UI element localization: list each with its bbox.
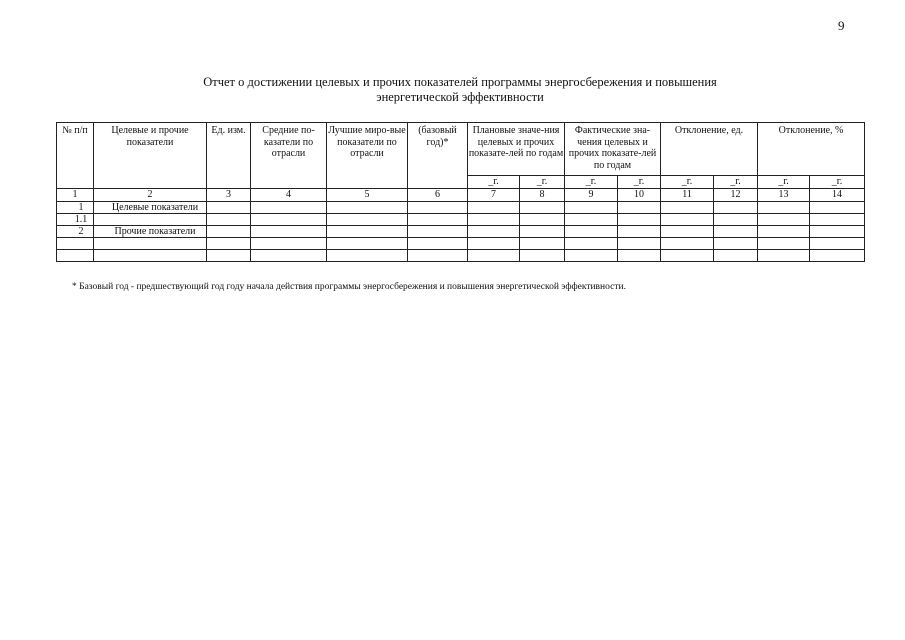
row-name (94, 249, 207, 261)
row-number (57, 249, 94, 261)
table-row (57, 213, 865, 225)
column-number: 6 (408, 188, 468, 201)
column-number: 5 (327, 188, 408, 201)
row-name (94, 213, 207, 225)
year-cell: _г. (565, 176, 618, 189)
row-name (94, 237, 207, 249)
column-number: 1 (57, 188, 94, 201)
column-number: 4 (251, 188, 327, 201)
year-cell: _г. (714, 176, 758, 189)
column-number: 10 (618, 188, 661, 201)
table-row (57, 225, 865, 237)
page-number: 9 (838, 18, 845, 33)
column-number: 11 (661, 188, 714, 201)
title-line-2: энергетической эффективности (376, 90, 544, 104)
column-number: 7 (468, 188, 520, 201)
year-cell: _г. (468, 176, 520, 189)
table-row (57, 201, 865, 213)
header-deviation-units: Отклонение, ед. (661, 123, 758, 176)
header-indicators: Целевые и прочие показатели (94, 123, 207, 189)
column-number: 3 (207, 188, 251, 201)
row-number: 1 (57, 201, 94, 213)
header-actual: Фактические зна-чения целевых и прочих показате-лей по годам (565, 123, 661, 176)
table-row (57, 249, 865, 261)
report-title (150, 75, 770, 105)
year-cell: _г. (758, 176, 810, 189)
column-number: 8 (520, 188, 565, 201)
header-best: Лучшие миро-вые показатели по отрасли (327, 123, 408, 189)
header-unit: Ед. изм. (207, 123, 251, 189)
header-planned: Плановые значе-ния целевых и прочих показате-лей по годам (468, 123, 565, 176)
header-avg: Средние по-казатели по отрасли (251, 123, 327, 189)
title-line-1: Отчет о достижении целевых и прочих показателей программы энергосбережения и повышения (203, 75, 717, 89)
column-number: 9 (565, 188, 618, 201)
table-row (57, 237, 865, 249)
header-deviation-percent: Отклонение, % (758, 123, 865, 176)
header-num: № п/п (57, 123, 94, 189)
column-number: 13 (758, 188, 810, 201)
year-cell: _г. (618, 176, 661, 189)
row-name: Целевые показатели (94, 201, 207, 213)
column-number: 2 (94, 188, 207, 201)
row-name: Прочие показатели (94, 225, 207, 237)
row-number: 2 (57, 225, 94, 237)
column-number: 12 (714, 188, 758, 201)
column-number-row (57, 188, 865, 201)
report-table (56, 122, 865, 262)
row-number: 1.1 (57, 213, 94, 225)
year-cell: _г. (661, 176, 714, 189)
header-base-year: (базовый год)* (408, 123, 468, 189)
column-number: 14 (810, 188, 865, 201)
year-cell: _г. (810, 176, 865, 189)
row-number (57, 237, 94, 249)
year-cell: _г. (520, 176, 565, 189)
header-row (57, 123, 865, 176)
footnote: * Базовый год - предшествующий год году начала действия программы энергосбережения и повышения энергетической эффективности. (72, 282, 626, 292)
